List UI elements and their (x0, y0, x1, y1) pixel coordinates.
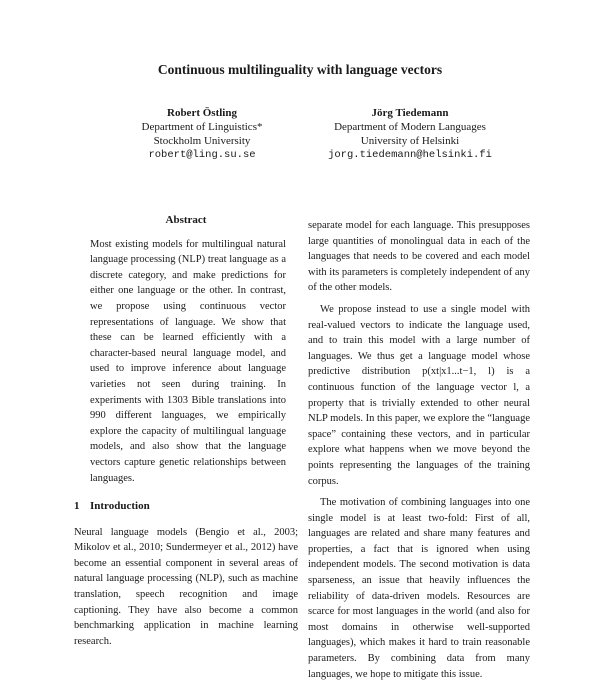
author-institution: Stockholm University (153, 135, 251, 147)
author-affiliation: Department of Modern Languages (334, 121, 486, 133)
section-number: 1 (74, 500, 80, 513)
paper-title: Continuous multilinguality with language vectors (157, 62, 443, 77)
body-paragraph-3: The motivation of combining languages into one single model is at least two-fold: First of all, languages are related and share many features and properties, a fact that is ignored when using independent models. The second motivation is data sparseness, an issue that heavily influences the reliability of data-driven models. Resources are scarce for most languages in the world (and also for most domains in otherwise well-supported languages), which makes it hard to train reasonable parameters. By combining data from many languages, we hope to mitigate this issue. (308, 497, 530, 680)
author-name: Robert Östling (167, 107, 237, 119)
abstract-heading: Abstract (165, 214, 207, 226)
abstract-text: Most existing models for multilingual natural language processing (NLP) treat language as a discrete category, and make predictions for either one language or the other. In contrast, we propose using continuous vector representations of language. We show that these can be learned efficiently with a character-based neural language model, and used to improve inference about language varieties not seen during training. In experiments with 1303 Bible translations into 990 different languages, we empirically explore the capacity of multilingual language models, and also show that the language vectors capture genetic relationships between languages. (90, 238, 286, 484)
author-block-2 (290, 106, 530, 162)
author-name: Jörg Tiedemann (371, 107, 449, 119)
author-affiliation: Department of Linguistics* (141, 121, 263, 133)
author-email: jorg.tiedemann@helsinki.fi (328, 149, 492, 161)
body-paragraph-1: separate model for each language. This presupposes large quantities of monolingual data in each of the languages that needs to be covered and each model with its parameters is completely independent of any of the other models. (308, 220, 530, 294)
left-column (74, 213, 298, 655)
intro-paragraph: Neural language models (Bengio et al., 2003; Mikolov et al., 2010; Sundermeyer et al., 2012) have become an essential component in several areas of natural language processing (NLP), such as machine translation, speech recognition and image captioning. They have also become a common benchmarking application in machine learning research. (74, 526, 298, 647)
body-paragraph-2: We propose instead to use a single model with real-valued vectors to indicate the language used, and to train this model with a large number of languages. We thus get a language model whose predictive distribution p(xt|x1...t−1, l) is a continuous function of the language vector l, a property that is trivially extended to other neural NLP models. In this paper, we explore the “language space” containing these vectors, and in particular explore what happens when we move beyond the points representing the languages of the training corpus. (308, 303, 530, 487)
section-title: Introduction (90, 500, 150, 513)
right-column (308, 218, 530, 688)
author-block-1 (82, 106, 322, 162)
author-email: robert@ling.su.se (148, 149, 256, 161)
section-heading (74, 499, 298, 515)
author-institution: University of Helsinki (360, 135, 460, 147)
